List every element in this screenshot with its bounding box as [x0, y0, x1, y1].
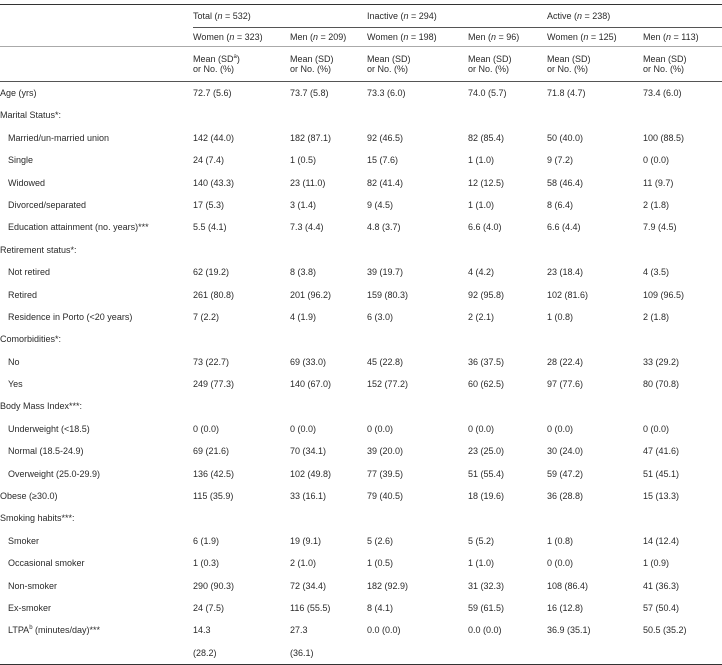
table-cell	[367, 328, 468, 350]
table-cell: 23 (25.0)	[468, 446, 505, 457]
table-cell: 1 (0.5)	[290, 155, 317, 166]
table-cell: 39 (19.7)	[367, 267, 404, 278]
table-cell	[643, 507, 722, 529]
table-cell: 51 (45.1)	[643, 468, 680, 479]
table-cell: 33 (29.2)	[643, 356, 680, 367]
table-cell: 1 (1.0)	[468, 558, 495, 569]
stat-header-line: Mean (SD)	[290, 53, 334, 64]
table-cell: 11 (9.7)	[643, 177, 674, 188]
table-cell: 36 (28.8)	[547, 491, 584, 502]
row-label: Smoking habits***:	[0, 513, 75, 524]
row-label: Retired	[8, 289, 38, 300]
table-cell: 0 (0.0)	[290, 423, 317, 434]
row-label: Non-smoker	[8, 580, 58, 591]
table-cell	[290, 328, 367, 350]
row-label: LTPA$^b$ (minutes/day)***	[8, 625, 101, 636]
table-cell: 50 (40.0)	[547, 132, 584, 143]
table-cell: 17 (5.3)	[193, 199, 225, 210]
table-cell	[547, 395, 643, 417]
table-row	[0, 485, 722, 507]
table-cell: 5 (5.2)	[468, 535, 495, 546]
table-cell: 23 (11.0)	[290, 177, 326, 188]
table-cell: 249 (77.3)	[193, 379, 235, 390]
table-cell: 33 (16.1)	[290, 491, 327, 502]
row-label: Body Mass Index***:	[0, 401, 83, 412]
table-cell	[547, 328, 643, 350]
table-row	[0, 507, 722, 529]
table-row	[0, 552, 722, 574]
table-cell: 5.5 (4.1)	[193, 222, 227, 233]
table-cell: 30 (24.0)	[547, 446, 584, 457]
table-cell	[547, 104, 643, 126]
table-cell	[547, 239, 643, 261]
table-cell: 24 (7.4)	[193, 155, 225, 166]
stat-header-line: Mean (SD)	[643, 53, 687, 64]
table-cell	[290, 239, 367, 261]
table-cell	[547, 507, 643, 529]
table-cell: 41 (36.3)	[643, 580, 680, 591]
row-label: Residence in Porto (<20 years)	[8, 311, 133, 322]
table-cell: 201 (96.2)	[290, 289, 332, 300]
table-cell: 27.3	[290, 625, 308, 636]
table-cell: 14 (12.4)	[643, 535, 680, 546]
table-cell: 6.6 (4.4)	[547, 222, 581, 233]
stat-header-line: or No. (%)	[193, 64, 235, 74]
stat-header-line: Mean $(SD^a)$	[193, 53, 240, 64]
stat-header-line: or No. (%)	[643, 64, 685, 74]
group-active-header: Active (n = 238)	[547, 5, 722, 28]
table-cell: 6 (1.9)	[193, 535, 220, 546]
table-cell	[193, 104, 290, 126]
table-cell: 69 (21.6)	[193, 446, 230, 457]
table-cell: 71.8 (4.7)	[547, 88, 586, 99]
table-cell: 59 (47.2)	[547, 468, 584, 479]
table-cell: 50.5 (35.2)	[643, 625, 687, 636]
table-cell: (36.1)	[290, 642, 367, 665]
table-cell: 0 (0.0)	[547, 558, 574, 569]
table-cell: 2 (2.1)	[468, 311, 495, 322]
stat-header	[193, 47, 290, 82]
table-cell	[367, 642, 468, 665]
table-cell: 72.7 (5.6)	[193, 88, 232, 99]
table-cell	[193, 395, 290, 417]
table-cell	[468, 642, 547, 665]
table-cell: 0 (0.0)	[643, 155, 670, 166]
table-row	[0, 104, 722, 126]
table-cell: 92 (46.5)	[367, 132, 404, 143]
table-cell: 1 (0.9)	[643, 558, 670, 569]
table-cell: 36.9 (35.1)	[547, 625, 591, 636]
table-row	[0, 127, 722, 149]
table-cell: 4.8 (3.7)	[367, 222, 401, 233]
row-label: Normal (18.5-24.9)	[8, 446, 84, 457]
group-total-header: Total (n = 532)	[193, 5, 367, 28]
stat-header-line: Mean (SD)	[468, 53, 512, 64]
table-row	[0, 642, 722, 665]
table-cell: 15 (13.3)	[643, 491, 680, 502]
table-row	[0, 619, 722, 641]
table-cell	[643, 104, 722, 126]
table-cell	[468, 104, 547, 126]
table-cell: 73.3 (6.0)	[367, 88, 406, 99]
sex-header: Women (n = 125)	[547, 28, 643, 47]
row-label: Marital Status*:	[0, 110, 62, 121]
stat-header	[643, 47, 722, 82]
table-cell	[468, 328, 547, 350]
table-cell: 80 (70.8)	[643, 379, 680, 390]
stat-header-line: Mean (SD)	[547, 53, 591, 64]
table-cell: 2 (1.8)	[643, 199, 670, 210]
table-cell: 57 (50.4)	[643, 603, 680, 613]
row-label: Occasional smoker	[8, 558, 85, 569]
table-cell: (28.2)	[193, 642, 290, 665]
table-cell: 159 (80.3)	[367, 289, 409, 300]
table-cell: 72 (34.4)	[290, 580, 327, 591]
table-cell: 8 (3.8)	[290, 267, 317, 278]
row-label: Age (yrs)	[0, 88, 37, 99]
stat-header-line: or No. (%)	[547, 64, 589, 74]
table-cell: 16 (12.8)	[547, 603, 584, 613]
table-row	[0, 418, 722, 440]
table-cell: 182 (87.1)	[290, 132, 332, 143]
table-cell: 140 (67.0)	[290, 379, 332, 390]
table-cell: 108 (86.4)	[547, 580, 589, 591]
row-label: Divorced/separated	[8, 199, 87, 210]
row-label: Smoker	[8, 535, 40, 546]
table-body	[0, 5, 722, 665]
table-row	[0, 284, 722, 306]
table-cell: 116 (55.5)	[290, 603, 331, 613]
table-cell	[468, 507, 547, 529]
table-cell	[367, 239, 468, 261]
table-cell: 45 (22.8)	[367, 356, 404, 367]
table-cell: 51 (55.4)	[468, 468, 505, 479]
table-row	[0, 194, 722, 216]
characteristics-table	[0, 4, 722, 665]
table-cell: 0 (0.0)	[193, 423, 220, 434]
table-row	[0, 463, 722, 485]
table-cell: 7 (2.2)	[193, 311, 220, 322]
table-cell: 77 (39.5)	[367, 468, 404, 479]
table-row	[0, 440, 722, 462]
table-cell: 142 (44.0)	[193, 132, 235, 143]
stat-header	[547, 47, 643, 82]
sex-header: Men (n = 209)	[290, 28, 367, 47]
header-stat-row	[0, 47, 722, 82]
table-cell: 152 (77.2)	[367, 379, 409, 390]
row-label: Not retired	[8, 267, 51, 278]
table-cell: 31 (32.3)	[468, 580, 505, 591]
table-cell: 24 (7.5)	[193, 603, 225, 613]
row-label: No	[8, 356, 20, 367]
table-cell: 70 (34.1)	[290, 446, 327, 457]
stat-header	[290, 47, 367, 82]
table-cell: 100 (88.5)	[643, 132, 685, 143]
table-cell: 3 (1.4)	[290, 199, 317, 210]
table-cell: 0 (0.0)	[468, 423, 495, 434]
table-row	[0, 530, 722, 552]
row-label: Married/un-married union	[8, 132, 110, 143]
table-cell	[290, 395, 367, 417]
table-cell: 59 (61.5)	[468, 603, 505, 613]
table-cell: 1 (1.0)	[468, 199, 495, 210]
table-cell	[367, 507, 468, 529]
header-groups-row	[0, 5, 722, 28]
table-cell: 47 (41.6)	[643, 446, 680, 457]
group-inactive-header: Inactive (n = 294)	[367, 5, 547, 28]
table-cell: 6 (3.0)	[367, 311, 394, 322]
table-cell: 12 (12.5)	[468, 177, 505, 188]
table-cell: 7.9 (4.5)	[643, 222, 677, 233]
table-cell	[547, 642, 643, 665]
table-row	[0, 395, 722, 417]
table-cell: 102 (49.8)	[290, 468, 332, 479]
row-label: Overweight (25.0-29.9)	[8, 468, 101, 479]
table-cell	[468, 395, 547, 417]
table-cell: 73 (22.7)	[193, 356, 230, 367]
table-cell	[290, 507, 367, 529]
sex-header: Women (n = 198)	[367, 28, 468, 47]
table-cell	[193, 328, 290, 350]
table-cell: 28 (22.4)	[547, 356, 584, 367]
row-label: Comorbidities*:	[0, 334, 62, 345]
table-cell: 18 (19.6)	[468, 491, 505, 502]
row-label: Education attainment (no. years)***	[8, 222, 149, 233]
row-label: Yes	[8, 379, 23, 390]
table-cell: 8 (6.4)	[547, 199, 574, 210]
table-cell: 4 (3.5)	[643, 267, 670, 278]
table-cell: 0 (0.0)	[547, 423, 574, 434]
table-row	[0, 261, 722, 283]
table-cell: 140 (43.3)	[193, 177, 235, 188]
table-cell: 62 (19.2)	[193, 267, 230, 278]
table-cell: 261 (80.8)	[193, 289, 235, 300]
table-cell: 23 (18.4)	[547, 267, 584, 278]
table-cell: 58 (46.4)	[547, 177, 584, 188]
table-row	[0, 239, 722, 261]
table-cell: 5 (2.6)	[367, 535, 394, 546]
table-cell: 1 (0.5)	[367, 558, 394, 569]
table-cell	[193, 239, 290, 261]
table-cell	[367, 104, 468, 126]
table-cell: 9 (7.2)	[547, 155, 574, 166]
table-cell: 136 (42.5)	[193, 468, 235, 479]
table-row	[0, 216, 722, 238]
table-cell: 36 (37.5)	[468, 356, 505, 367]
sex-header: Women (n = 323)	[193, 28, 290, 47]
table-cell: 82 (85.4)	[468, 132, 505, 143]
stat-header	[468, 47, 547, 82]
table-row	[0, 373, 722, 395]
table-row	[0, 351, 722, 373]
table-cell: 14.3	[193, 625, 211, 636]
table-cell: 109 (96.5)	[643, 289, 685, 300]
stat-header-line: or No. (%)	[290, 64, 332, 74]
table-row	[0, 328, 722, 350]
table-cell: 74.0 (5.7)	[468, 88, 507, 99]
table-cell: 39 (20.0)	[367, 446, 404, 457]
row-label: Retirement status*:	[0, 244, 77, 255]
table-cell: 182 (92.9)	[367, 580, 409, 591]
table-cell: 0 (0.0)	[367, 423, 394, 434]
table-cell: 0.0 (0.0)	[468, 625, 502, 636]
header-sex-row	[0, 28, 722, 47]
row-label: Widowed	[8, 177, 46, 188]
table-row	[0, 306, 722, 328]
table-cell: 115 (35.9)	[193, 491, 234, 502]
table-cell: 1 (0.8)	[547, 535, 574, 546]
table-cell: 97 (77.6)	[547, 379, 584, 390]
table-cell: 6.6 (4.0)	[468, 222, 502, 233]
table-cell: 2 (1.8)	[643, 311, 670, 322]
table-cell: 4 (1.9)	[290, 311, 317, 322]
table-cell: 73.4 (6.0)	[643, 88, 682, 99]
stat-header-line: Mean (SD)	[367, 53, 411, 64]
table-cell: 15 (7.6)	[367, 155, 399, 166]
table-cell: 79 (40.5)	[367, 491, 404, 502]
table-cell: 60 (62.5)	[468, 379, 505, 390]
table-cell: 290 (90.3)	[193, 580, 235, 591]
table-cell: 4 (4.2)	[468, 267, 495, 278]
row-label: Ex-smoker	[8, 603, 52, 613]
stat-header-line: or No. (%)	[367, 64, 409, 74]
table-cell: 1 (0.8)	[547, 311, 574, 322]
stat-header-line: or No. (%)	[468, 64, 510, 74]
table-cell	[643, 642, 722, 665]
table-cell	[468, 239, 547, 261]
table-cell	[643, 395, 722, 417]
table-row	[0, 149, 722, 171]
table-row	[0, 575, 722, 597]
table-cell: 19 (9.1)	[290, 535, 322, 546]
row-label: Underweight (<18.5)	[8, 423, 90, 434]
table-cell: 102 (81.6)	[547, 289, 589, 300]
stat-header	[367, 47, 468, 82]
table-cell	[643, 328, 722, 350]
table-cell	[367, 395, 468, 417]
table-cell: 0.0 (0.0)	[367, 625, 401, 636]
table-cell: 9 (4.5)	[367, 199, 394, 210]
row-label	[0, 642, 193, 665]
table-row	[0, 172, 722, 194]
table-cell: 69 (33.0)	[290, 356, 327, 367]
table-cell: 82 (41.4)	[367, 177, 404, 188]
table-cell: 8 (4.1)	[367, 603, 394, 613]
table-row	[0, 597, 722, 619]
sex-header: Men (n = 113)	[643, 28, 722, 47]
row-label: Obese (≥30.0)	[0, 491, 58, 502]
table-cell	[643, 239, 722, 261]
table-cell: 1 (0.3)	[193, 558, 220, 569]
row-label: Single	[8, 155, 34, 166]
table-cell: 73.7 (5.8)	[290, 88, 329, 99]
table-cell: 2 (1.0)	[290, 558, 317, 569]
table-cell: 7.3 (4.4)	[290, 222, 324, 233]
table-cell	[193, 507, 290, 529]
table-cell	[290, 104, 367, 126]
sex-header: Men (n = 96)	[468, 28, 547, 47]
table-cell: 0 (0.0)	[643, 423, 670, 434]
table-cell: 92 (95.8)	[468, 289, 505, 300]
table-row	[0, 82, 722, 105]
table-cell: 1 (1.0)	[468, 155, 495, 166]
